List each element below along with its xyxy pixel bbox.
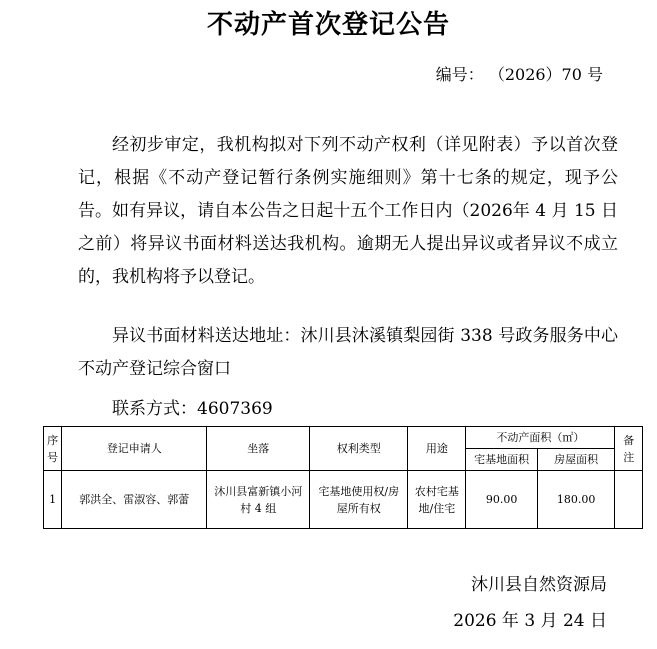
cell-usage: 农村宅基地/住宅 bbox=[408, 471, 466, 529]
header-remark: 备注 bbox=[615, 427, 643, 471]
property-table bbox=[43, 426, 643, 529]
contact-phone: 4607369 bbox=[197, 399, 273, 419]
document-number-label: 编号： bbox=[435, 65, 484, 84]
cell-seq: 1 bbox=[44, 471, 62, 529]
header-land-area: 宅基地面积 bbox=[466, 449, 537, 471]
header-seq: 序号 bbox=[44, 427, 62, 471]
header-usage: 用途 bbox=[408, 427, 466, 471]
objection-address-paragraph: 异议书面材料送达地址：沐川县沐溪镇梨园街 338 号政务服务中心不动产登记综合窗口 bbox=[78, 326, 618, 379]
header-right-type: 权利类型 bbox=[310, 427, 408, 471]
document-number-value: （2026）70 号 bbox=[488, 65, 603, 84]
header-house-area: 房屋面积 bbox=[537, 449, 615, 471]
contact-label: 联系方式： bbox=[112, 399, 197, 419]
header-applicant: 登记申请人 bbox=[62, 427, 207, 471]
document-title: 不动产首次登记公告 bbox=[206, 10, 450, 40]
contact-line bbox=[112, 394, 273, 419]
cell-remark bbox=[615, 471, 643, 529]
cell-land-area: 90.00 bbox=[466, 471, 537, 529]
issuing-organization: 沐川县自然资源局 bbox=[471, 575, 607, 595]
issue-date: 2026 年 3 月 24 日 bbox=[453, 611, 607, 631]
cell-house-area: 180.00 bbox=[537, 471, 615, 529]
table-row bbox=[44, 471, 643, 529]
notice-paragraph: 经初步审定，我机构拟对下列不动产权利（详见附表）予以首次登记，根据《不动产登记暂行条例实施细则》第十七条的规定，现予公告。如有异议，请自本公告之日起十五个工作日内（2026年 4 月 15 日之前）将异议书面材料送达我机构。逾期无人提出异议或者异议不成立的，我机构将予以登记。 bbox=[78, 135, 618, 287]
cell-applicant: 郭洪全、雷淑容、郭蕾 bbox=[62, 471, 207, 529]
document-number bbox=[436, 62, 603, 85]
header-location: 坐落 bbox=[207, 427, 310, 471]
cell-right-type: 宅基地使用权/房屋所有权 bbox=[310, 471, 408, 529]
header-area-group: 不动产面积（㎡） bbox=[466, 427, 615, 449]
cell-location: 沐川县富新镇小河村 4 组 bbox=[207, 471, 310, 529]
